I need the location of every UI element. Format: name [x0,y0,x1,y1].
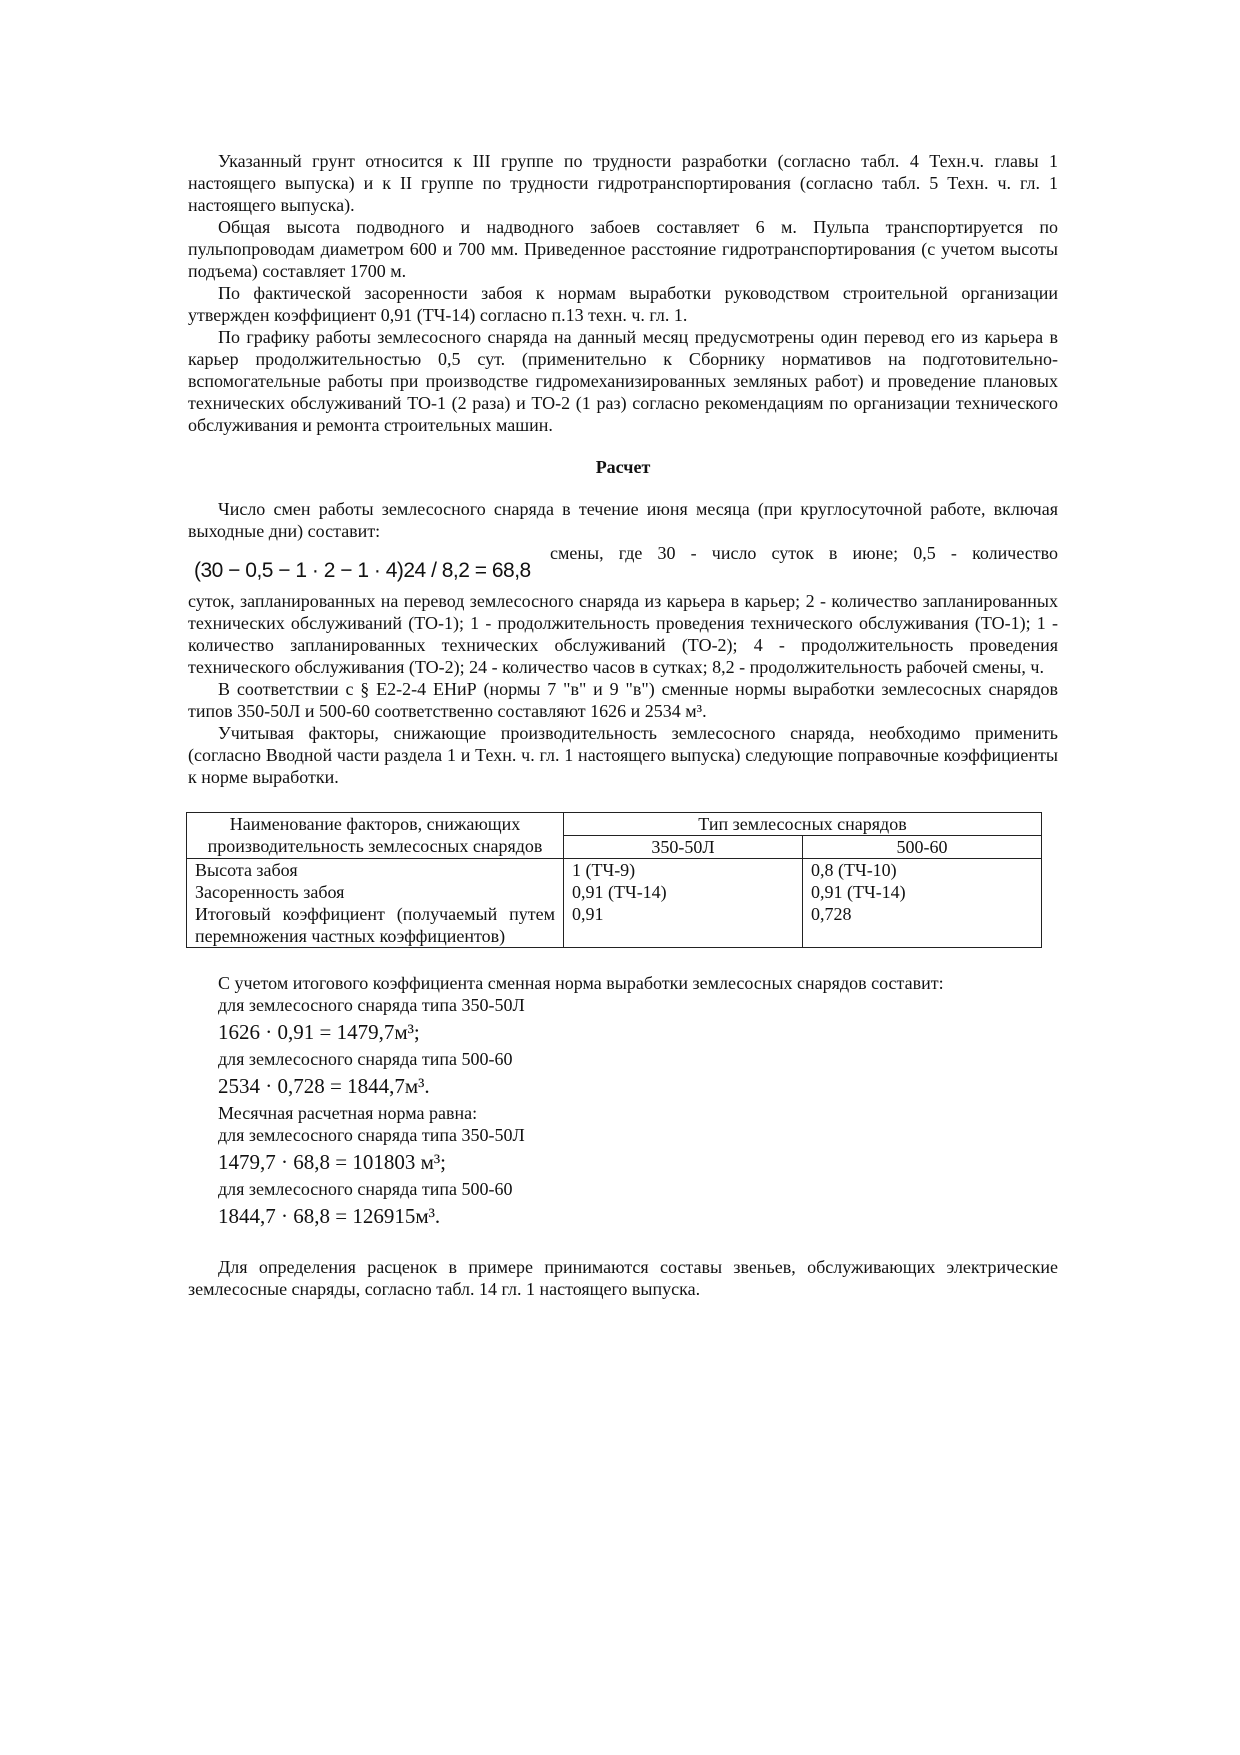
label: для землесосного снаряда типа 500-60 [218,1049,513,1069]
header-col2: 500-60 [803,836,1042,859]
document-page [188,150,1058,1300]
value: 1 (ТЧ-9) [572,860,636,880]
section-heading: Расчет [595,457,651,477]
label: Месячная расчетная норма равна: [218,1103,478,1123]
label: для землесосного снаряда типа 350-50Л [218,1125,525,1145]
paragraph: В соответствии с § Е2-2-4 ЕНиР (нормы 7 "в" и 9 "в") сменные нормы выработки землесосных снарядов типов 350-50Л и 500-60 соответственно составляют 1626 и 2534 м³. [188,679,1058,721]
paragraph: Указанный грунт относится к III группе по трудности разработки (согласно табл. 4 Техн.ч. главы 1 настоящего выпуска) и к II группе по трудности гидротранспортирования (согласно табл. 5 Техн. ч. гл. 1 настоящего выпуска). [188,151,1058,215]
paragraph: Число смен работы землесосного снаряда в течение июня месяца (при круглосуточной работе, включая выходные дни) составит: [188,499,1058,541]
formula: 1479,7 · 68,8 = 101803 м³; [218,1150,447,1174]
header-type: Тип землесосных снарядов [564,813,1042,836]
paragraph: Общая высота подводного и надводного забоев составляет 6 м. Пульпа транспортируется по пульпопроводам диаметром 600 и 700 мм. Приведенное расстояние гидротранспортирования (с учетом высоты подъема) составляет 1700 м. [188,217,1058,281]
value: 0,91 (ТЧ-14) [572,882,667,902]
factor-name: Засоренность забоя [195,882,345,902]
label: для землесосного снаряда типа 500-60 [218,1179,513,1199]
paragraph: По фактической засоренности забоя к нормам выработки руководством строительной организации утвержден коэффициент 0,91 (ТЧ-14) согласно п.13 техн. ч. гл. 1. [188,283,1058,325]
paragraph: суток, запланированных на перевод землесосного снаряда из карьера в карьер; 2 - количество запланированных технических обслуживаний (ТО-1); 1 - продолжительность проведения технического обслуживания (ТО-1); 1 - количество запланированных технических обслуживаний (ТО-2); 4 - продолжительность проведения технического обслуживания (ТО-2); 24 - количество часов в сутках; 8,2 - продолжительность рабочей смены, ч. [188,591,1058,677]
paragraph: Учитывая факторы, снижающие производительность землесосного снаряда, необходимо применить (согласно Вводной части раздела 1 и Техн. ч. гл. 1 настоящего выпуска) следующие поправочные коэффициенты к норме выработки. [188,723,1058,787]
label: для землесосного снаряда типа 350-50Л [218,995,525,1015]
value: 0,91 (ТЧ-14) [811,882,906,902]
value: 0,91 [572,904,604,924]
formula: 1626 · 0,91 = 1479,7м³; [218,1020,420,1044]
factor-name: Итоговый коэффициент (получаемый путем перемножения частных коэффициентов) [195,904,555,946]
value: 0,728 [811,904,852,924]
paragraph: С учетом итогового коэффициента сменная норма выработки землесосных снарядов составит: [218,973,944,993]
paragraph: По графику работы землесосного снаряда на данный месяц предусмотрены один перевод его из карьера в карьер продолжительностью 0,5 сут. (применительно к Сборнику нормативов на подготовительно-вспомогательные работы при производстве гидромеханизированных земляных работ) и проведение плановых технических обслуживаний ТО-1 (2 раза) и ТО-2 (1 раз) согласно рекомендациям по организации технического обслуживания и ремонта строительных машин. [188,327,1058,435]
formula-shifts: (30 − 0,5 − 1 · 2 − 1 · 4)24 / 8,2 = 68,8 [194,559,531,582]
col2-cell [803,859,1042,948]
value: 0,8 (ТЧ-10) [811,860,897,880]
formula: 1844,7 · 68,8 = 126915м³. [218,1204,441,1228]
factor-cell [187,859,564,948]
header-factor: Наименование факторов, снижающих производительность землесосных снарядов [187,813,564,859]
coefficients-table [186,812,1042,948]
formula-row [188,542,1058,586]
formula: 2534 · 0,728 = 1844,7м³. [218,1074,430,1098]
formula-tail-text: смены, где 30 - число суток в июне; 0,5 - количество [550,543,1058,563]
header-col1: 350-50Л [564,836,803,859]
col1-cell [564,859,803,948]
paragraph: Для определения расценок в примере принимаются составы звеньев, обслуживающих электрические землесосные снаряды, согласно табл. 14 гл. 1 настоящего выпуска. [188,1257,1058,1299]
factor-name: Высота забоя [195,860,298,880]
